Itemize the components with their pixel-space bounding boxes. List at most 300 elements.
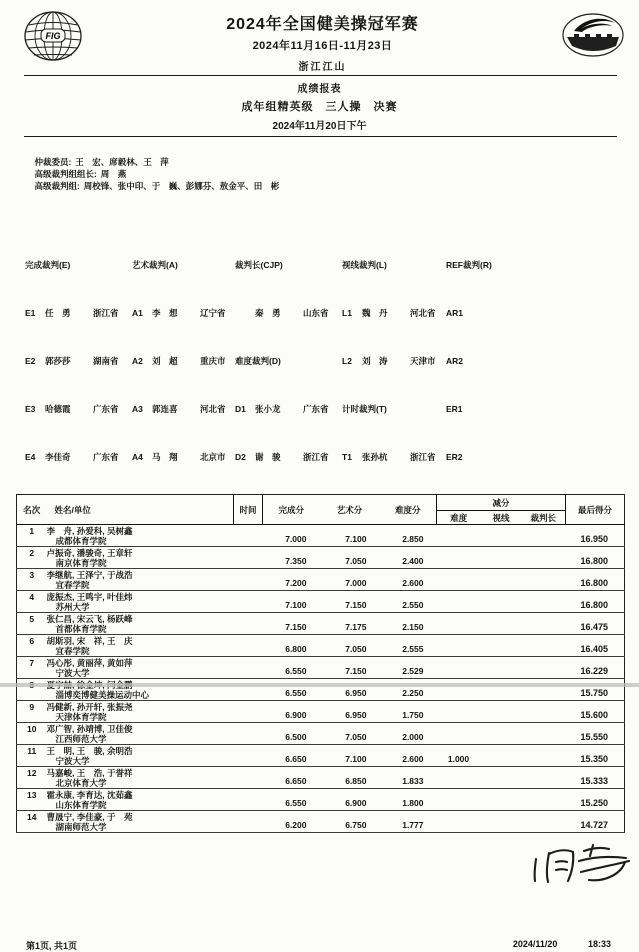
col-header-name-unit: 姓名/单位	[54, 504, 91, 515]
judge-name: 张小龙	[255, 404, 281, 414]
rank-value: 3	[29, 570, 35, 580]
results-table-body	[17, 525, 625, 833]
judge-row	[132, 355, 235, 367]
time-value	[234, 767, 263, 789]
execution-score: 6.550	[285, 688, 307, 698]
session-line: 2024年11月20日下午	[272, 121, 367, 132]
event-dates: 2024年11月16日-11月23日	[252, 40, 393, 52]
judge-code: AR1	[446, 308, 464, 318]
artistic-score: 7.050	[345, 732, 367, 742]
senior-panel-group	[34, 181, 279, 191]
judge-row	[342, 259, 446, 271]
execution-score: 7.350	[285, 556, 307, 566]
line-deduction	[481, 745, 522, 767]
judge-deduction	[522, 657, 566, 679]
line-deduction	[481, 701, 522, 723]
line-deduction	[481, 525, 522, 547]
head-judge-label: 高级裁判组组长:	[34, 169, 97, 179]
difficulty-score: 2.529	[402, 666, 424, 676]
judge-name: 张孙杭	[362, 452, 388, 462]
judge-region: 浙江省	[410, 452, 436, 462]
artistic-score: 6.750	[345, 820, 367, 830]
col-header-final: 最后得分	[566, 495, 625, 525]
judge-deduction	[522, 613, 566, 635]
time-value	[234, 811, 263, 833]
team-unit: 宁波大学	[55, 668, 90, 678]
col-header-deduction-group: 减分	[437, 495, 566, 511]
judge-row	[342, 451, 446, 463]
page-number: 第1页, 共1页	[26, 941, 78, 951]
artistic-score: 6.950	[345, 710, 367, 720]
judge-row	[235, 403, 342, 415]
judge-region: 重庆市	[200, 356, 226, 366]
line-deduction	[481, 569, 522, 591]
team-cell	[47, 547, 234, 569]
judge-group-header: 完成裁判(E)	[25, 260, 71, 270]
time-value	[234, 613, 263, 635]
team-unit: 首都体育学院	[55, 624, 107, 634]
judge-region: 湖南省	[93, 356, 119, 366]
rank-value: 14	[27, 812, 37, 822]
event-location: 浙江江山	[298, 62, 347, 73]
col-header-ded-line: 视线	[492, 512, 510, 523]
col-header-ded-judge: 裁判长	[530, 512, 557, 523]
difficulty-score: 2.600	[402, 754, 424, 764]
judge-name: 哈德霞	[45, 404, 71, 414]
line-deduction	[481, 635, 522, 657]
judge-code: ER2	[446, 452, 463, 462]
judge-group-header: 艺术裁判(A)	[132, 260, 178, 270]
report-subheader	[0, 80, 639, 132]
judge-name: 李 想	[152, 308, 178, 318]
final-score: 16.405	[580, 644, 609, 654]
judge-deduction	[522, 811, 566, 833]
judge-code: T1	[342, 452, 352, 462]
team-unit: 成都体育学院	[55, 536, 107, 546]
judge-row	[235, 451, 342, 463]
judge-deduction	[522, 569, 566, 591]
time-value	[234, 591, 263, 613]
line-deduction	[481, 723, 522, 745]
judge-region: 广东省	[93, 452, 119, 462]
time-value	[234, 547, 263, 569]
judge-deduction	[522, 525, 566, 547]
judge-code: E4	[25, 452, 36, 462]
judge-region: 广东省	[93, 404, 119, 414]
artistic-score: 7.175	[345, 622, 367, 632]
result-row	[17, 679, 625, 701]
col-header-time: 时间	[234, 495, 263, 525]
judge-row	[25, 451, 132, 463]
judge-row	[342, 403, 446, 415]
athlete-names: 张仁昌, 宋云飞, 杨跃峰	[46, 614, 133, 624]
athlete-names: 冯心彤, 黄丽萍, 黄如萍	[46, 658, 133, 668]
head-judge-group	[34, 169, 126, 179]
judge-row	[132, 403, 235, 415]
athlete-names: 卢振奇, 潘骏奇, 王章轩	[46, 548, 133, 558]
result-row	[17, 635, 625, 657]
judge-region: 河北省	[410, 308, 436, 318]
difficulty-deduction	[437, 657, 481, 679]
judge-deduction	[522, 745, 566, 767]
rank-value	[17, 679, 47, 701]
difficulty-deduction	[437, 679, 481, 701]
judge-name: 秦 勇	[255, 308, 281, 318]
execution-score: 6.650	[285, 776, 307, 786]
result-row	[17, 569, 625, 591]
page-footer	[26, 939, 611, 952]
judge-row	[132, 307, 235, 319]
difficulty-deduction	[437, 789, 481, 811]
judge-row	[446, 259, 560, 271]
divider-top	[24, 75, 617, 76]
divider-bottom	[24, 136, 617, 137]
col-header-execution: 完成分	[263, 495, 320, 525]
signature-handwriting	[529, 839, 633, 893]
team-cell	[47, 723, 234, 745]
signature-area	[0, 833, 639, 893]
rank-value: 2	[29, 548, 35, 558]
time-value	[234, 635, 263, 657]
team-unit: 宁波大学	[55, 756, 90, 766]
artistic-score: 7.100	[345, 534, 367, 544]
team-unit: 宜春学院	[55, 580, 90, 590]
line-deduction	[481, 591, 522, 613]
judge-deduction	[522, 767, 566, 789]
judge-code: D1	[235, 404, 246, 414]
judge-region: 浙江省	[303, 452, 329, 462]
judge-row	[25, 259, 132, 271]
difficulty-deduction	[437, 525, 481, 547]
artistic-judges-column	[132, 211, 235, 487]
judge-region: 山东省	[303, 308, 329, 318]
print-time: 18:33	[587, 939, 611, 949]
senior-panel-names: 周校锋、张中印、于 巍、彭娜芬、敖金平、田 彬	[83, 181, 280, 191]
header-titles	[84, 8, 561, 73]
judge-name: 郭莎莎	[45, 356, 71, 366]
team-cell	[47, 613, 234, 635]
result-row	[17, 547, 625, 569]
judge-code: D2	[235, 452, 246, 462]
result-row	[17, 811, 625, 833]
difficulty-deduction	[437, 547, 481, 569]
difficulty-deduction	[437, 723, 481, 745]
execution-score: 6.500	[285, 732, 307, 742]
difficulty-score: 2.150	[402, 622, 424, 632]
rank-value: 4	[29, 592, 35, 602]
fig-logo-text: FIG	[45, 31, 61, 41]
difficulty-score: 2.550	[402, 600, 424, 610]
judge-row	[446, 451, 560, 463]
line-deduction	[481, 811, 522, 833]
col-header-artistic: 艺术分	[336, 504, 363, 515]
judge-code: E1	[25, 308, 36, 318]
print-date: 2024/11/20	[512, 939, 558, 949]
result-row	[17, 525, 625, 547]
execution-score: 7.150	[285, 622, 307, 632]
difficulty-score: 2.000	[402, 732, 424, 742]
judge-code: L2	[342, 356, 352, 366]
difficulty-deduction	[437, 701, 481, 723]
rank-value: 13	[27, 790, 37, 800]
event-category-line: 成年组精英级 三人操 决赛	[241, 101, 398, 113]
athlete-names: 李继航, 王泽宁, 于战浩	[46, 570, 133, 580]
team-cell	[47, 679, 234, 701]
line-deduction	[481, 789, 522, 811]
difficulty-score: 2.555	[402, 644, 424, 654]
judge-name: 马 翔	[152, 452, 178, 462]
result-row	[17, 657, 625, 679]
line-deduction	[481, 547, 522, 569]
rank-value: 10	[27, 724, 37, 734]
col-header-rank: 名次	[23, 504, 41, 515]
time-value	[234, 789, 263, 811]
difficulty-deduction	[437, 613, 481, 635]
final-score: 16.800	[580, 578, 609, 588]
athlete-names: 李 舟, 孙爱科, 吴树鑫	[46, 526, 133, 536]
jury-group	[34, 157, 168, 167]
final-score: 16.800	[580, 556, 609, 566]
judge-row	[132, 259, 235, 271]
difficulty-score: 1.777	[402, 820, 424, 830]
final-score: 15.350	[580, 754, 609, 764]
judge-deduction	[522, 723, 566, 745]
execution-score: 6.550	[285, 666, 307, 676]
final-score: 16.475	[580, 622, 609, 632]
report-title: 成绩报表	[297, 84, 342, 95]
execution-score: 7.200	[285, 578, 307, 588]
result-row	[17, 789, 625, 811]
final-score: 15.600	[580, 710, 609, 720]
judge-name: 郭连喜	[152, 404, 178, 414]
rank-value: 12	[27, 768, 37, 778]
result-row	[17, 591, 625, 613]
team-cell	[47, 635, 234, 657]
result-row	[17, 745, 625, 767]
team-cell	[47, 569, 234, 591]
judge-region: 浙江省	[93, 308, 119, 318]
judge-deduction	[522, 547, 566, 569]
judge-row	[132, 451, 235, 463]
judge-code: ER1	[446, 404, 463, 414]
line-deduction	[481, 767, 522, 789]
rank-value: 1	[29, 526, 35, 536]
team-unit: 淄博奕博健美操运动中心	[55, 690, 150, 700]
athlete-names: 曹晟宁, 李佳豪, 于 苑	[46, 812, 133, 822]
officials-line	[25, 146, 639, 202]
team-unit: 江西师范大学	[55, 734, 107, 744]
judge-region: 天津市	[410, 356, 436, 366]
athlete-names: 马嘉峻, 王 浩, 于誉祥	[46, 768, 133, 778]
rank-value: 6	[29, 636, 35, 646]
difficulty-deduction	[437, 635, 481, 657]
difficulty-deduction: 1.000	[447, 754, 470, 764]
athlete-names: 霍永康, 李育达, 沈茹鑫	[46, 790, 133, 800]
report-header	[0, 0, 639, 73]
jury-names: 王 宏、席毅林、王 萍	[75, 157, 169, 167]
col-header-ded-difficulty: 难度	[437, 511, 481, 525]
judge-row	[235, 355, 342, 367]
team-unit: 天津体育学院	[55, 712, 107, 722]
judge-deduction	[522, 789, 566, 811]
team-cell	[47, 701, 234, 723]
judge-row	[235, 307, 342, 319]
scan-edge-artifact	[0, 683, 639, 687]
artistic-score: 7.050	[345, 644, 367, 654]
athlete-names: 邓广智, 孙靖博, 卫佳俊	[46, 724, 133, 734]
artistic-score: 6.850	[345, 776, 367, 786]
difficulty-score: 2.600	[402, 578, 424, 588]
final-score: 15.750	[580, 688, 609, 698]
judge-deduction	[522, 701, 566, 723]
execution-judges-column	[25, 211, 132, 487]
print-datetime	[485, 939, 611, 952]
team-unit: 苏州大学	[55, 602, 90, 612]
judge-deduction	[522, 591, 566, 613]
head-judge-name: 周 燕	[100, 169, 127, 179]
judge-group-header: 难度裁判(D)	[235, 356, 281, 366]
athlete-names: 王 明, 王 骏, 余明浩	[46, 746, 133, 756]
artistic-score: 6.950	[345, 688, 367, 698]
judge-name: 谢 骏	[255, 452, 281, 462]
judge-group-header: 视线裁判(L)	[342, 260, 387, 270]
page-title: 2024年全国健美操冠军赛	[226, 16, 419, 33]
athlete-names: 胡斯羽, 宋 祥, 王 庆	[46, 636, 133, 646]
artistic-score: 7.000	[345, 578, 367, 588]
ref-judges-column	[446, 211, 560, 487]
event-emblem-icon	[561, 12, 625, 58]
judge-deduction	[522, 635, 566, 657]
rank-value: 5	[29, 614, 35, 624]
difficulty-score: 1.800	[402, 798, 424, 808]
judge-name: 李佳奇	[45, 452, 71, 462]
judge-region: 河北省	[200, 404, 226, 414]
final-score: 15.550	[580, 732, 609, 742]
team-cell	[47, 767, 234, 789]
rank-value: 9	[29, 702, 35, 712]
rank-value: 11	[27, 746, 37, 756]
judge-code: A4	[132, 452, 143, 462]
col-header-difficulty: 难度分	[394, 504, 421, 515]
team-cell	[47, 591, 234, 613]
judge-code: A2	[132, 356, 143, 366]
time-value	[234, 701, 263, 723]
final-score: 15.250	[580, 798, 609, 808]
difficulty-score: 2.850	[402, 534, 424, 544]
cjp-difficulty-judges-column	[235, 211, 342, 487]
judge-name: 刘 超	[152, 356, 178, 366]
judge-code: L1	[342, 308, 352, 318]
difficulty-score: 2.400	[402, 556, 424, 566]
results-table-header	[17, 495, 625, 525]
final-score: 14.727	[580, 820, 609, 830]
judge-row	[25, 355, 132, 367]
final-score: 16.800	[580, 600, 609, 610]
team-cell	[47, 789, 234, 811]
judge-row	[25, 307, 132, 319]
difficulty-score: 2.250	[402, 688, 424, 698]
final-score: 16.229	[580, 666, 609, 676]
team-unit: 南京体育学院	[55, 558, 107, 568]
judge-name: 魏 丹	[362, 308, 388, 318]
result-row	[17, 767, 625, 789]
artistic-score: 6.900	[345, 798, 367, 808]
athlete-names: 冯健新, 孙开轩, 张振尧	[46, 702, 133, 712]
execution-score: 7.000	[285, 534, 307, 544]
judge-group-header: 裁判长(CJP)	[235, 260, 283, 270]
line-deduction	[481, 679, 522, 701]
judge-name: 刘 涛	[362, 356, 388, 366]
results-table	[16, 494, 625, 833]
line-time-judges-column	[342, 211, 446, 487]
team-unit: 北京体育大学	[55, 778, 107, 788]
difficulty-score: 1.833	[402, 776, 424, 786]
judge-code: AR2	[446, 356, 464, 366]
team-unit: 宜春学院	[55, 646, 90, 656]
judge-row	[446, 355, 560, 367]
team-unit: 山东体育学院	[55, 800, 107, 810]
artistic-score: 7.150	[345, 600, 367, 610]
judge-region: 广东省	[303, 404, 329, 414]
judge-region: 辽宁省	[200, 308, 226, 318]
artistic-score: 7.100	[345, 754, 367, 764]
execution-score: 7.100	[285, 600, 307, 610]
execution-score: 6.800	[285, 644, 307, 654]
jury-label: 仲裁委员:	[34, 157, 72, 167]
team-cell	[47, 745, 234, 767]
judge-code: A1	[132, 308, 143, 318]
result-row	[17, 701, 625, 723]
difficulty-deduction	[437, 591, 481, 613]
team-cell	[47, 657, 234, 679]
execution-score: 6.650	[285, 754, 307, 764]
result-row	[17, 613, 625, 635]
time-value	[234, 569, 263, 591]
athlete-names: 庞振杰, 王鸣宇, 叶佳炜	[46, 592, 133, 602]
line-deduction	[481, 613, 522, 635]
judge-region: 北京市	[200, 452, 226, 462]
time-value	[234, 657, 263, 679]
difficulty-deduction	[437, 569, 481, 591]
time-value	[234, 723, 263, 745]
judge-group-header: REF裁判(R)	[446, 260, 492, 270]
difficulty-deduction	[437, 767, 481, 789]
senior-panel-label: 高级裁判组:	[34, 181, 80, 191]
judge-row	[25, 403, 132, 415]
judge-code: E3	[25, 404, 36, 414]
judge-row	[446, 307, 560, 319]
judge-deduction	[522, 679, 566, 701]
team-unit: 湖南师范大学	[55, 822, 107, 832]
judge-code: E2	[25, 356, 36, 366]
judges-panel	[25, 211, 639, 487]
judge-name: 任 勇	[45, 308, 71, 318]
artistic-score: 7.050	[345, 556, 367, 566]
judge-group-header: 计时裁判(T)	[342, 404, 387, 414]
time-value	[234, 525, 263, 547]
judge-row	[342, 307, 446, 319]
line-deduction	[481, 657, 522, 679]
time-value	[234, 679, 263, 701]
artistic-score: 7.150	[345, 666, 367, 676]
judge-row	[446, 403, 560, 415]
rank-value: 7	[29, 658, 35, 668]
execution-score: 6.200	[285, 820, 307, 830]
judge-row	[342, 355, 446, 367]
team-cell	[47, 811, 234, 833]
difficulty-deduction	[437, 811, 481, 833]
time-value	[234, 745, 263, 767]
